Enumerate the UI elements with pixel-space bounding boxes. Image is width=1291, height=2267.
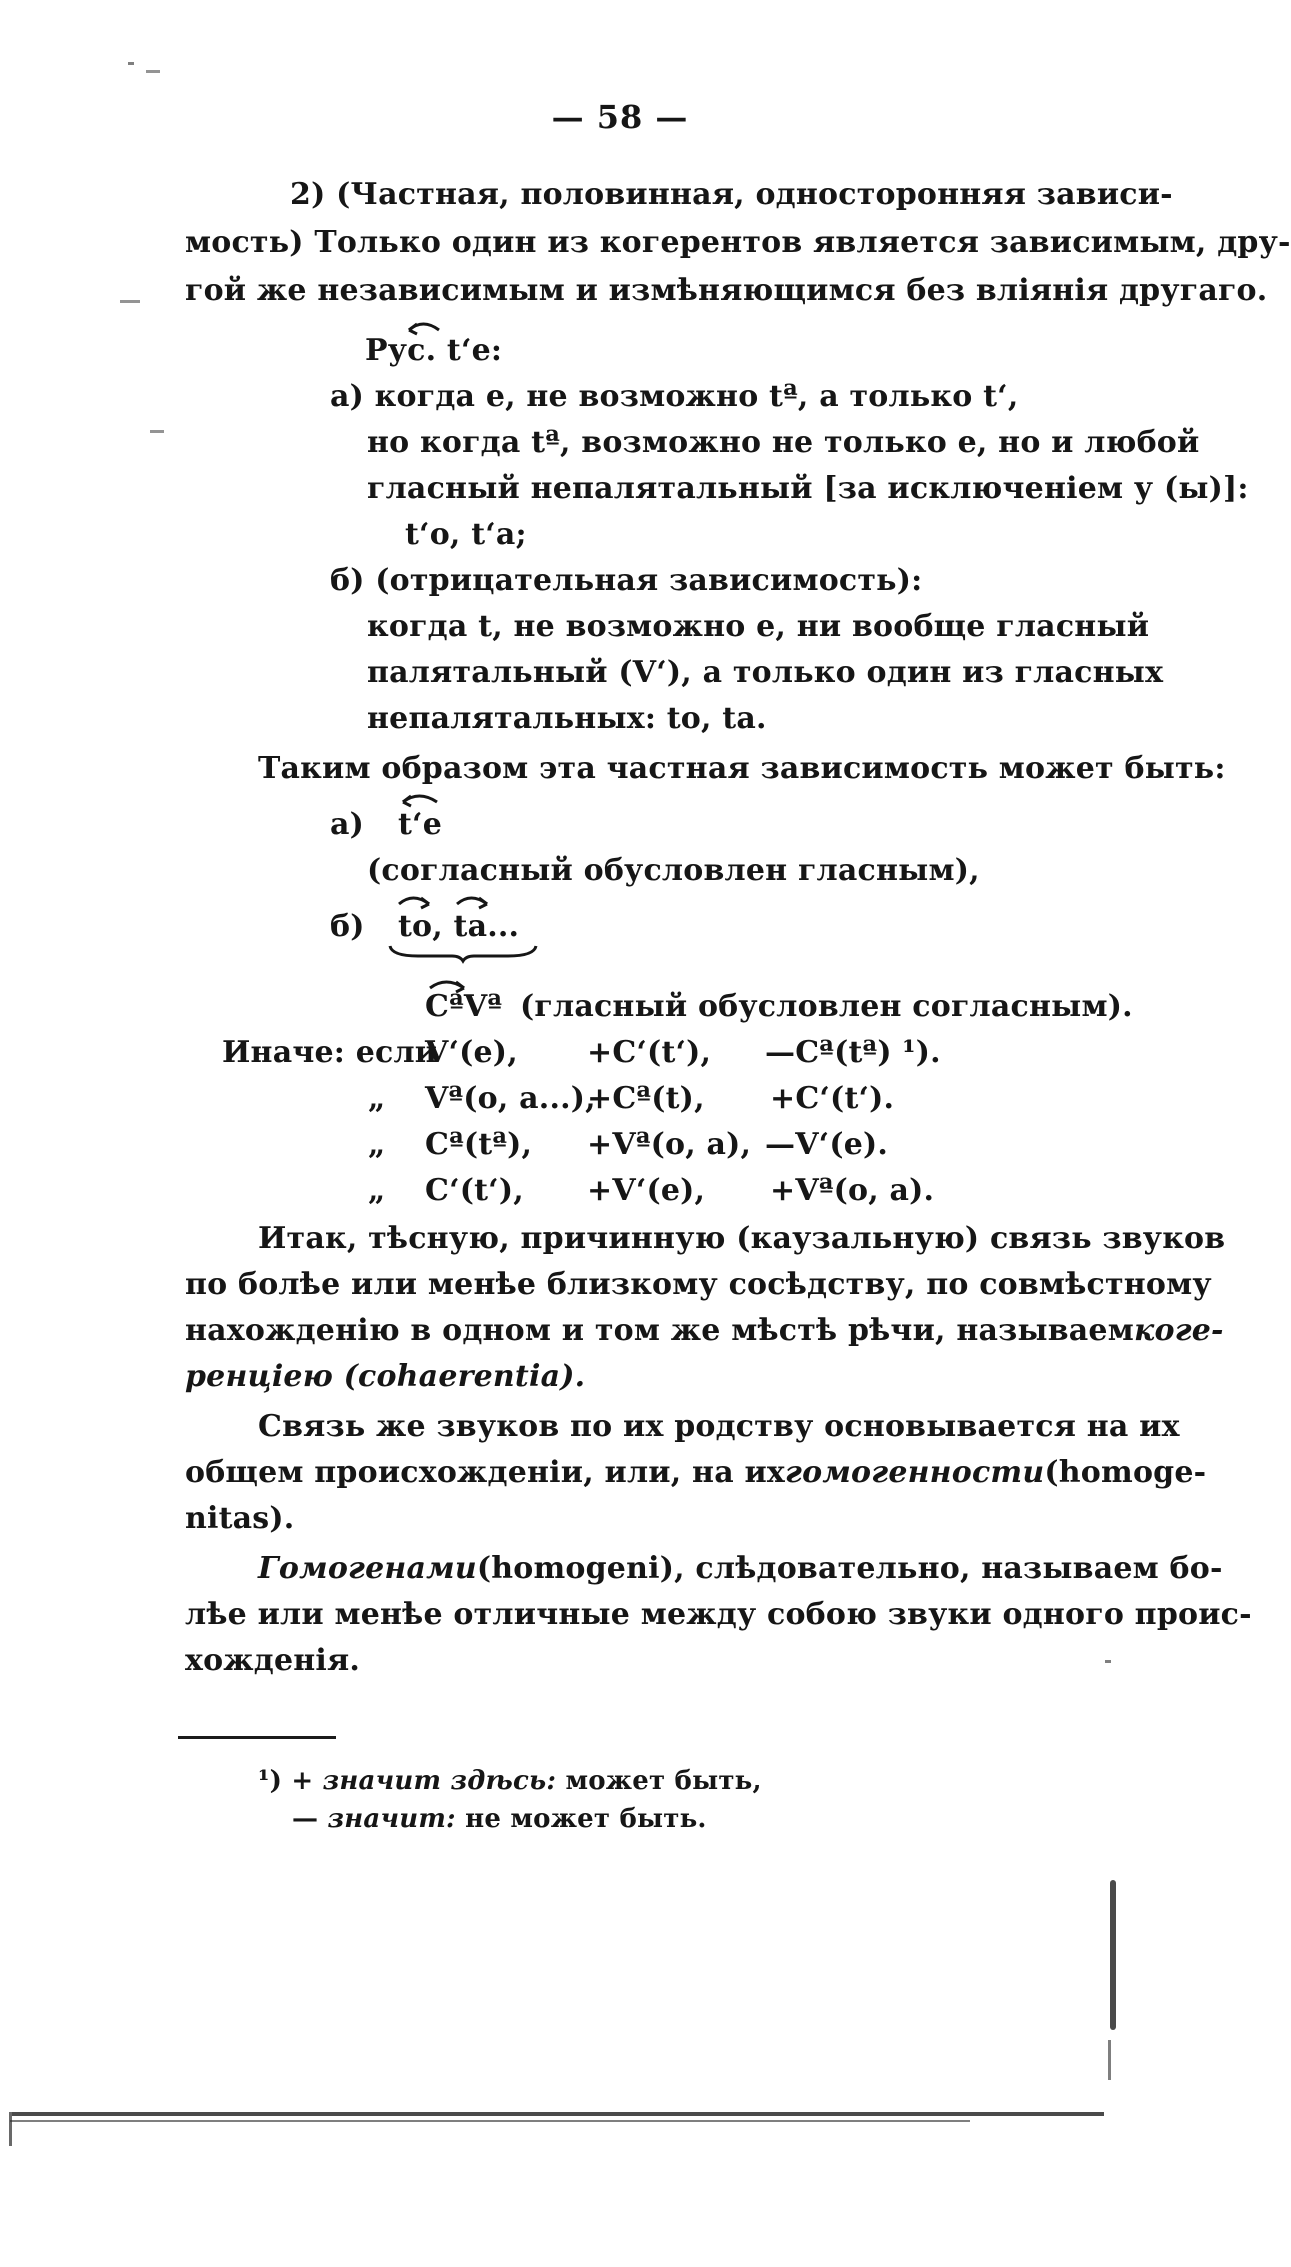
table-cell: V‘(e), xyxy=(425,1035,518,1070)
b-line-1: б) (отрицательная зависимость): xyxy=(330,563,923,598)
italic-term: коге- xyxy=(1133,1313,1224,1348)
itak-line-1: Итак, тѣсную, причинную (каузальную) связь звуков xyxy=(258,1221,1226,1256)
page-number: — 58 — xyxy=(551,98,689,136)
scan-speck xyxy=(120,300,140,303)
text-span: может быть, xyxy=(565,1766,762,1796)
text-span: — xyxy=(292,1804,319,1834)
a-line-4: t‘o, t‘a; xyxy=(405,517,527,552)
text-span: 2) (Частная, половинная, односторонняя зависи- xyxy=(290,177,1173,212)
scan-speck xyxy=(146,70,160,73)
rus-label: Рус. t‘e: xyxy=(365,333,503,368)
example-b-marker: б) xyxy=(330,909,365,944)
scan-speck xyxy=(128,62,134,65)
paragraph-2-line-2: мость) Только один из когерентов является зависимым, дру- xyxy=(185,225,1291,260)
italic-term: значит здѣсь: xyxy=(322,1766,557,1796)
svyaz-line-2 xyxy=(185,1455,1207,1490)
scan-speck xyxy=(1105,1660,1111,1663)
ditto-mark: „ xyxy=(368,1081,386,1116)
text-span: нахожденію в одном и том же мѣстѣ рѣчи, называем xyxy=(185,1313,1134,1348)
left-arrow-icon xyxy=(397,792,441,808)
footnote-line-1 xyxy=(258,1766,762,1796)
table-cell: —V‘(e). xyxy=(765,1127,889,1162)
table-cell: Vª(o, a...), xyxy=(425,1081,596,1116)
inache-label: Иначе: если xyxy=(222,1035,438,1070)
table-cell: C‘(t‘), xyxy=(425,1173,524,1208)
page-right-edge-shadow xyxy=(1110,1880,1116,2030)
svyaz-line-1: Связь же звуков по их родству основывается на их xyxy=(258,1409,1180,1444)
gomog-line-1 xyxy=(258,1551,1223,1586)
table-cell: +Vª(o, a), xyxy=(587,1127,752,1162)
itak-line-4: ренціею (cohaerentia). xyxy=(185,1359,586,1394)
a-line-1: а) когда е, не возможно tª, а только t‘, xyxy=(330,379,1019,414)
svyaz-line-3: nitas). xyxy=(185,1501,295,1536)
b-line-3: палятальный (V‘), а только один из гласных xyxy=(367,655,1164,690)
example-a-marker: а) xyxy=(330,807,365,842)
table-cell: +C‘(t‘), xyxy=(587,1035,712,1070)
paragraph-2-line-3: гой же независимым и измѣняющимся без вліянія другаго. xyxy=(185,273,1268,308)
table-cell: +V‘(e), xyxy=(587,1173,706,1208)
footnote-line-2 xyxy=(292,1804,707,1834)
example-b-formula: to, ta... xyxy=(398,909,520,944)
text-span: ¹) + xyxy=(258,1766,314,1796)
table-cell: —Cª(tª) ¹). xyxy=(765,1035,941,1070)
italic-term: Гомогенами xyxy=(258,1551,477,1586)
italic-term: значит: xyxy=(327,1804,456,1834)
underbrace-icon xyxy=(388,944,538,962)
table-cell: +C‘(t‘). xyxy=(770,1081,895,1116)
scan-speck xyxy=(150,430,164,433)
text-span: общем происхожденіи, или, на их xyxy=(185,1455,786,1490)
a-line-2: но когда tª, возможно не только е, но и любой xyxy=(367,425,1200,460)
gomog-line-2: лѣе или менѣе отличные между собою звуки одного проис- xyxy=(185,1597,1252,1632)
page-bottom-edge xyxy=(12,2112,1104,2116)
cv-formula: CªVª xyxy=(425,989,503,1024)
table-cell: Cª(tª), xyxy=(425,1127,533,1162)
itak-line-3 xyxy=(185,1313,1224,1348)
ditto-mark: „ xyxy=(368,1127,386,1162)
b-line-4: непалятальных: to, ta. xyxy=(367,701,767,736)
page-left-edge xyxy=(9,2112,12,2146)
page-right-edge-shadow xyxy=(1108,2040,1111,2080)
footnote-rule xyxy=(178,1736,336,1739)
b-line-2: когда t, не возможно е, ни вообще гласный xyxy=(367,609,1150,644)
itak-line-2: по болѣе или менѣе близкому сосѣдству, по совмѣстному xyxy=(185,1267,1212,1302)
example-a-formula: t‘e xyxy=(398,807,442,842)
cv-gloss: (гласный обусловлен согласным). xyxy=(520,989,1133,1024)
text-span: не может быть. xyxy=(465,1804,707,1834)
text-span: (homogeni), слѣдовательно, называем бо- xyxy=(476,1551,1223,1586)
page-bottom-edge xyxy=(10,2120,970,2122)
text-span: (homoge- xyxy=(1044,1455,1207,1490)
table-cell: +Vª(o, a). xyxy=(770,1173,935,1208)
a-line-3: гласный непалятальный [за исключеніем у (ы)]: xyxy=(367,471,1249,506)
example-a-gloss: (согласный обусловлен гласным), xyxy=(367,853,980,888)
gomog-line-3: хожденія. xyxy=(185,1643,361,1678)
ditto-mark: „ xyxy=(368,1173,386,1208)
thus-line: Таким образом эта частная зависимость может быть: xyxy=(258,751,1226,786)
right-arrow-icon xyxy=(395,892,505,910)
paragraph-2-line-1 xyxy=(290,177,1173,212)
italic-term: гомогенности xyxy=(785,1455,1045,1490)
table-cell: +Cª(t), xyxy=(587,1081,705,1116)
